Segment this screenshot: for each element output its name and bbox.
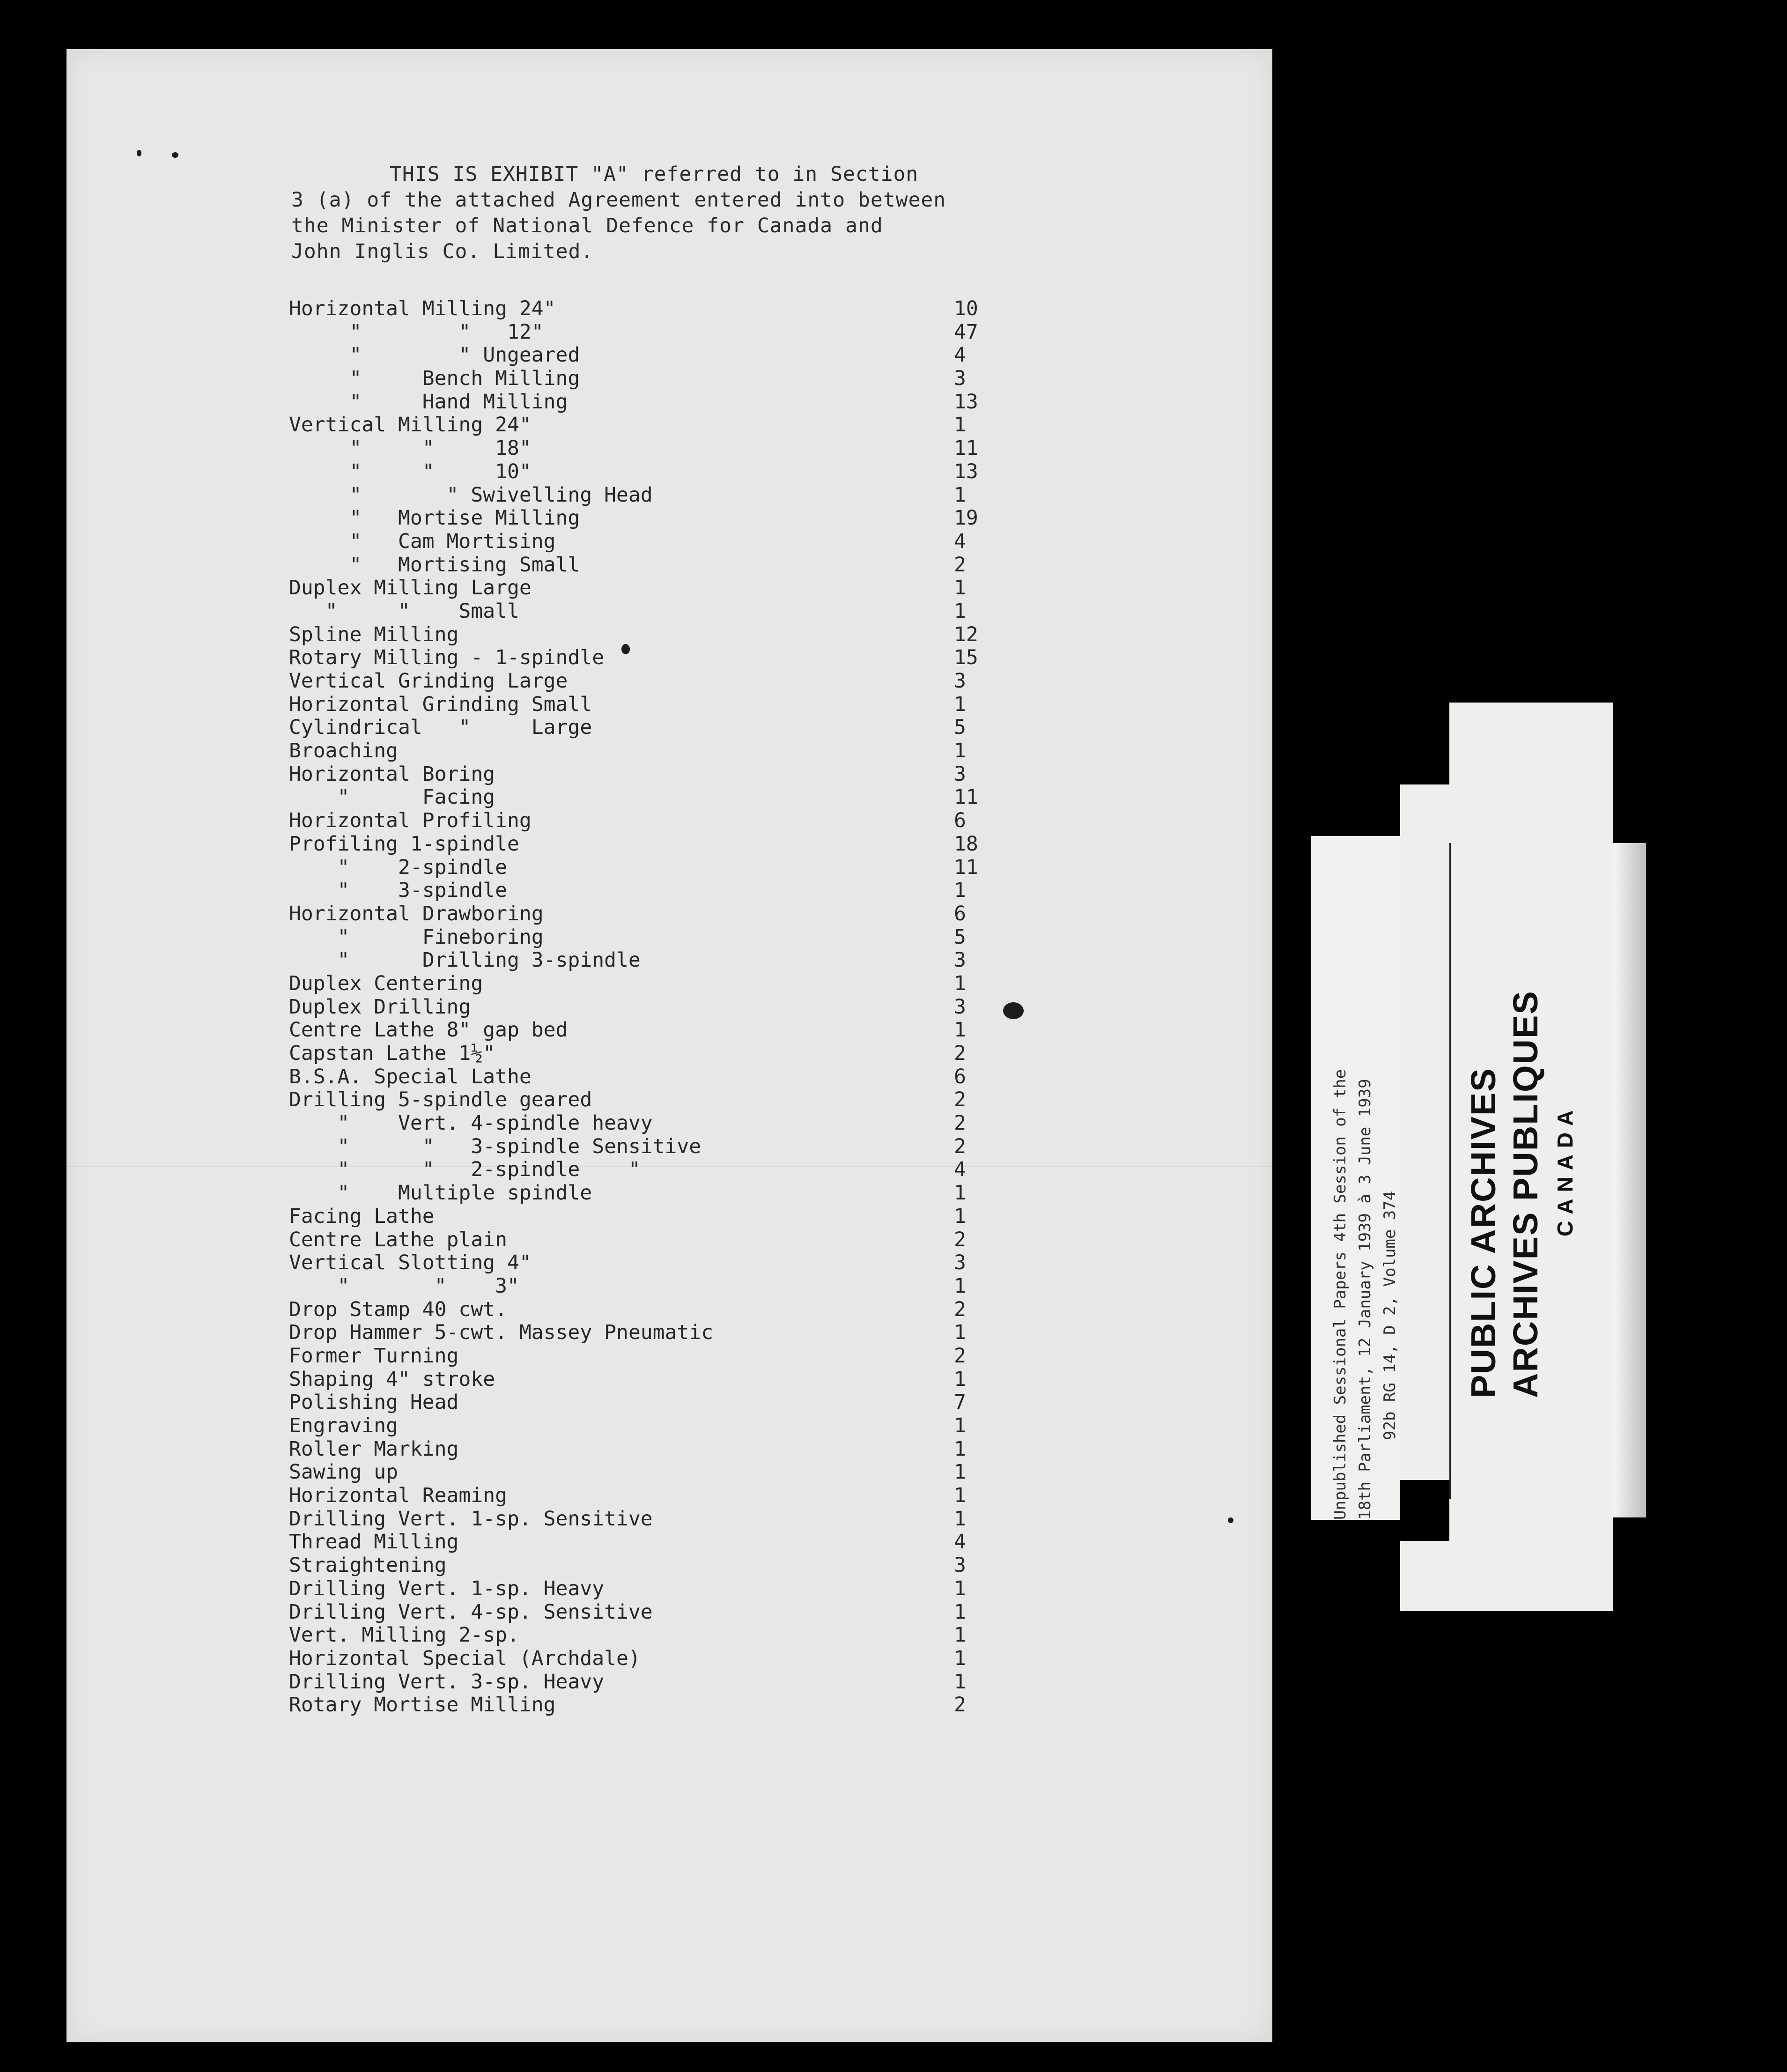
item-description: " 3-spindle: [289, 879, 507, 903]
list-item: [289, 414, 1038, 437]
list-item: [289, 1112, 1038, 1135]
ink-speck: [137, 150, 141, 156]
item-quantity: 1: [954, 1460, 966, 1484]
item-description: " Cam Mortising: [289, 529, 556, 553]
item-description: Vertical Milling 24": [289, 413, 532, 437]
item-quantity: 2: [954, 1344, 966, 1368]
item-quantity: 1: [954, 739, 966, 763]
item-description: " " 18": [289, 437, 532, 460]
list-item: [289, 879, 1038, 903]
item-description: Drilling Vert. 4-sp. Sensitive: [289, 1600, 653, 1624]
list-item: [289, 670, 1038, 693]
item-quantity: 1: [954, 1018, 966, 1042]
exhibit-heading: [291, 162, 946, 265]
item-quantity: 2: [954, 553, 966, 577]
stamp-note-line-3: 92b RG 14, D 2, Volume 374: [1381, 1191, 1399, 1440]
item-quantity: 1: [954, 1204, 966, 1228]
heading-line-3: the Minister of National Defence for Canada and: [291, 214, 883, 237]
list-item: [289, 507, 1038, 530]
item-description: Capstan Lathe 1½": [289, 1042, 495, 1065]
item-quantity: 1: [954, 1181, 966, 1205]
item-description: Former Turning: [289, 1344, 459, 1368]
item-quantity: 6: [954, 902, 966, 925]
item-description: Vert. Milling 2-sp.: [289, 1623, 519, 1647]
item-quantity: 1: [954, 1600, 966, 1624]
list-item: [289, 1019, 1038, 1042]
item-quantity: 4: [954, 343, 966, 367]
list-item: [289, 1368, 1038, 1391]
item-quantity: 1: [954, 879, 966, 903]
item-quantity: 3: [954, 948, 966, 972]
stamp-edge-strip: [1613, 843, 1646, 1517]
item-quantity: 10: [954, 297, 978, 320]
list-item: [289, 367, 1038, 391]
list-item: [289, 949, 1038, 972]
list-item: [289, 1414, 1038, 1438]
item-quantity: 4: [954, 1158, 966, 1182]
item-description: Centre Lathe 8" gap bed: [289, 1018, 568, 1042]
item-quantity: 3: [954, 1251, 966, 1275]
item-quantity: 11: [954, 785, 978, 809]
list-item: [289, 484, 1038, 507]
item-quantity: 19: [954, 506, 978, 530]
item-description: Roller Marking: [289, 1437, 459, 1461]
item-quantity: 1: [954, 1274, 966, 1298]
list-item: [289, 1438, 1038, 1461]
list-item: [289, 1321, 1038, 1345]
item-quantity: 5: [954, 925, 966, 949]
stamp-note-line-1: Unpublished Sessional Papers 4th Session of the: [1331, 1069, 1350, 1520]
item-description: Rotary Mortise Milling: [289, 1693, 556, 1717]
item-quantity: 1: [954, 1321, 966, 1345]
item-quantity: 7: [954, 1391, 966, 1414]
item-description: Vertical Grinding Large: [289, 669, 568, 693]
item-quantity: 13: [954, 459, 978, 483]
list-item: [289, 297, 1038, 321]
list-item: [289, 1508, 1038, 1531]
item-description: Shaping 4" stroke: [289, 1367, 495, 1391]
item-description: " Hand Milling: [289, 390, 568, 414]
item-quantity: 3: [954, 1554, 966, 1577]
list-item: [289, 1694, 1038, 1717]
item-description: " " 10": [289, 459, 532, 483]
list-item: [289, 1135, 1038, 1159]
ink-speck: [1228, 1517, 1233, 1523]
item-description: " Facing: [289, 785, 495, 809]
item-description: " " 12": [289, 320, 544, 344]
item-description: Duplex Milling Large: [289, 576, 532, 600]
item-description: Rotary Milling - 1-spindle: [289, 646, 605, 670]
item-quantity: 3: [954, 762, 966, 786]
item-description: Cylindrical " Large: [289, 716, 592, 740]
item-quantity: 4: [954, 529, 966, 553]
item-quantity: 2: [954, 1693, 966, 1717]
list-item: [289, 1624, 1038, 1647]
item-description: Duplex Drilling: [289, 995, 471, 1019]
item-description: Straightening: [289, 1554, 447, 1577]
item-description: Profiling 1-spindle: [289, 832, 519, 856]
item-quantity: 1: [954, 413, 966, 437]
item-description: " " 3-spindle Sensitive: [289, 1134, 702, 1158]
item-description: " " 3": [289, 1274, 519, 1298]
item-quantity: 11: [954, 855, 978, 879]
heading-line-1: THIS IS EXHIBIT "A" referred to in Section: [390, 163, 919, 186]
list-item: [289, 554, 1038, 577]
item-quantity: 2: [954, 1134, 966, 1158]
item-quantity: 2: [954, 1088, 966, 1112]
ink-blot: [1003, 1002, 1024, 1019]
item-quantity: 1: [954, 1507, 966, 1531]
list-item: [289, 996, 1038, 1019]
list-item: [289, 1671, 1038, 1694]
list-item: [289, 1066, 1038, 1089]
list-item: [289, 1088, 1038, 1112]
list-item: [289, 1158, 1038, 1182]
item-description: Broaching: [289, 739, 398, 763]
item-quantity: 15: [954, 646, 978, 670]
item-description: " Vert. 4-spindle heavy: [289, 1111, 653, 1135]
list-item: [289, 391, 1038, 414]
item-description: Spline Milling: [289, 622, 459, 646]
item-quantity: 2: [954, 1042, 966, 1065]
list-item: [289, 437, 1038, 460]
item-quantity: 3: [954, 995, 966, 1019]
item-description: Horizontal Reaming: [289, 1484, 507, 1508]
list-item: [289, 1298, 1038, 1322]
list-item: [289, 763, 1038, 786]
list-item: [289, 646, 1038, 670]
item-description: " Mortising Small: [289, 553, 580, 577]
item-quantity: 11: [954, 437, 978, 460]
item-quantity: 1: [954, 599, 966, 623]
item-description: Duplex Centering: [289, 971, 483, 995]
heading-line-2: 3 (a) of the attached Agreement entered into between: [291, 188, 946, 212]
item-description: Facing Lathe: [289, 1204, 435, 1228]
list-item: [289, 716, 1038, 740]
list-item: [289, 1345, 1038, 1368]
item-description: Horizontal Special (Archdale): [289, 1646, 641, 1670]
list-item: [289, 833, 1038, 856]
list-item: [289, 1601, 1038, 1624]
item-description: Horizontal Profiling: [289, 809, 532, 833]
list-item: [289, 1461, 1038, 1484]
item-quantity: 1: [954, 1670, 966, 1694]
item-quantity: 1: [954, 1576, 966, 1600]
item-quantity: 6: [954, 1065, 966, 1088]
list-item: [289, 530, 1038, 554]
item-quantity: 2: [954, 1297, 966, 1321]
item-quantity: 3: [954, 669, 966, 693]
list-item: [289, 926, 1038, 949]
item-quantity: 2: [954, 1228, 966, 1251]
item-quantity: 1: [954, 971, 966, 995]
stamp-note-line-2: 18th Parliament, 12 January 1939 à 3 June 1939: [1356, 1079, 1374, 1520]
list-item: [289, 1275, 1038, 1298]
item-quantity: 6: [954, 809, 966, 833]
stamp-public-archives: PUBLIC ARCHIVES: [1464, 1067, 1503, 1398]
stamp-divider: [1449, 843, 1451, 1499]
list-item: [289, 1647, 1038, 1671]
item-quantity: 1: [954, 1623, 966, 1647]
list-item: [289, 972, 1038, 996]
item-quantity: 12: [954, 622, 978, 646]
item-description: Engraving: [289, 1414, 398, 1437]
heading-line-4: John Inglis Co. Limited.: [291, 240, 594, 263]
item-quantity: 1: [954, 1414, 966, 1437]
item-description: Horizontal Drawboring: [289, 902, 544, 925]
list-item: [289, 1391, 1038, 1414]
item-description: " " 2-spindle ": [289, 1158, 641, 1182]
list-item: [289, 1531, 1038, 1554]
list-item: [289, 1182, 1038, 1205]
item-quantity: 1: [954, 483, 966, 507]
list-item: [289, 344, 1038, 367]
list-item: [289, 1251, 1038, 1275]
list-item: [289, 623, 1038, 647]
equipment-list: [289, 297, 1038, 1717]
item-quantity: 3: [954, 367, 966, 391]
item-quantity: 1: [954, 1437, 966, 1461]
item-description: Vertical Slotting 4": [289, 1251, 532, 1275]
stamp-canada: CANADA: [1553, 1103, 1577, 1236]
list-item: [289, 1577, 1038, 1601]
list-item: [289, 740, 1038, 763]
item-description: " Mortise Milling: [289, 506, 580, 530]
list-item: [289, 1205, 1038, 1228]
item-description: Thread Milling: [289, 1530, 459, 1554]
item-description: " Fineboring: [289, 925, 544, 949]
stamp-notch-bottom: [1400, 1480, 1449, 1541]
list-item: [289, 809, 1038, 833]
item-description: Drilling Vert. 1-sp. Heavy: [289, 1576, 605, 1600]
stamp-notch-top: [1400, 703, 1449, 784]
item-quantity: 1: [954, 576, 966, 600]
list-item: [289, 693, 1038, 717]
list-item: [289, 1554, 1038, 1577]
list-item: [289, 577, 1038, 600]
list-item: [289, 903, 1038, 926]
stamp-archives-publiques: ARCHIVES PUBLIQUES: [1506, 990, 1545, 1398]
item-description: Centre Lathe plain: [289, 1228, 507, 1251]
list-item: [289, 1484, 1038, 1508]
item-quantity: 1: [954, 1646, 966, 1670]
list-item: [289, 1042, 1038, 1066]
list-item: [289, 600, 1038, 623]
item-description: Sawing up: [289, 1460, 398, 1484]
item-quantity: 2: [954, 1111, 966, 1135]
item-description: " Multiple spindle: [289, 1181, 592, 1205]
item-description: Drilling Vert. 1-sp. Sensitive: [289, 1507, 653, 1531]
item-description: " " Ungeared: [289, 343, 580, 367]
item-quantity: 1: [954, 692, 966, 716]
ink-speck: [621, 644, 630, 654]
item-description: Drop Hammer 5-cwt. Massey Pneumatic: [289, 1321, 714, 1345]
item-description: " " Small: [289, 599, 519, 623]
item-description: Polishing Head: [289, 1391, 459, 1414]
list-item: [289, 460, 1038, 484]
item-description: Horizontal Boring: [289, 762, 495, 786]
item-quantity: 1: [954, 1484, 966, 1508]
item-description: Horizontal Grinding Small: [289, 692, 592, 716]
document-page: [66, 49, 1272, 2042]
item-description: " " Swivelling Head: [289, 483, 653, 507]
ink-speck: [172, 152, 178, 158]
item-description: Drilling 5-spindle geared: [289, 1088, 592, 1112]
item-quantity: 47: [954, 320, 978, 344]
list-item: [289, 1228, 1038, 1252]
item-description: " Drilling 3-spindle: [289, 948, 641, 972]
item-quantity: 5: [954, 716, 966, 740]
item-description: " Bench Milling: [289, 367, 580, 391]
item-quantity: 4: [954, 1530, 966, 1554]
item-quantity: 18: [954, 832, 978, 856]
list-item: [289, 856, 1038, 880]
list-item: [289, 321, 1038, 344]
item-description: Drilling Vert. 3-sp. Heavy: [289, 1670, 605, 1694]
item-description: Horizontal Milling 24": [289, 297, 556, 320]
item-quantity: 13: [954, 390, 978, 414]
list-item: [289, 786, 1038, 809]
item-quantity: 1: [954, 1367, 966, 1391]
item-description: B.S.A. Special Lathe: [289, 1065, 532, 1088]
item-description: " 2-spindle: [289, 855, 507, 879]
item-description: Drop Stamp 40 cwt.: [289, 1297, 507, 1321]
